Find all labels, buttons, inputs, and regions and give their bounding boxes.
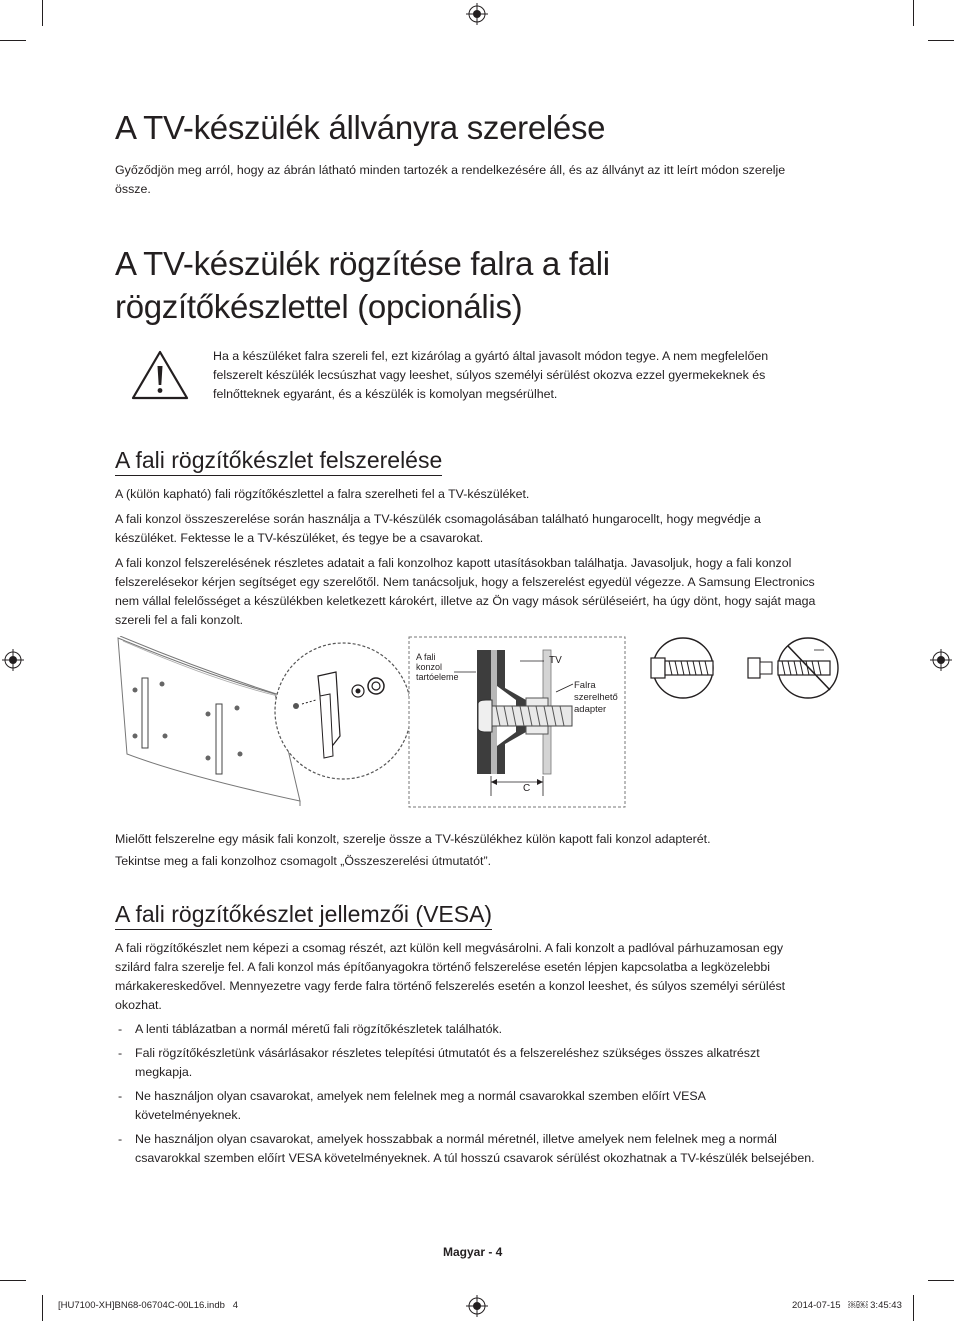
warning-text: Ha a készüléket falra szereli fel, ezt kizárólag a gyártó által javasolt módon tegye. A nem megfelelően felszerelt készülék lecsúszhat vagy leeshet, súlyos személyi sérülést okozva ezzel gyermekeknek és felnőtteknek egyaránt, és a készülék is komolyan megsérülhet. — [213, 349, 769, 401]
crop-mark — [42, 0, 43, 26]
kit-install-p3: A fali konzol felszerelésének részletes adatait a fali konzolhoz kapott utasításokban találhatja. Javasoljuk, hogy a fali konzol felszerelésekor kérjen segítséget egy szerelőtől. Nem tanácsoljuk, hogy a felszerelést egyedül végezze. A Samsung Electronics nem vállal felelősséget a készülékben keletkezett károkért, illetve az Ön vagy mások sérüléseiért, ha úgy dönt, hogy saját maga szereli fel a fali konzolt. — [115, 556, 816, 627]
vesa-intro: A fali rögzítőkészlet nem képezi a csomag részét, azt külön kell megvásárolni. A fali konzolt a padlóval párhuzamosan egy szilárd falra szerelje fel. A fali konzol más építőanyagokra történő felszerelése esetén lépjen kapcsolatba a legközelebbi márkakereskedővel. Mennyezetre vagy ferde falra történő felszerelés esetén a konzol leeshet, és súlyos személyi sérülést okozhat. — [115, 941, 786, 1012]
bullet-dash: - — [118, 1132, 123, 1146]
vesa-bullet-4: Ne használjon olyan csavarokat, amelyek hosszabbak a normál méretnél, illetve amelyek nem felelnek meg a normál csavarokkal szemben előírt VESA követelményeknek. A túl hosszú csavarok sérülést okozhatnak a TV-készülék belsejében. — [135, 1132, 815, 1165]
kit-install-p5: Tekintse meg a fali konzolhoz csomagolt „Összeszerelési útmutatót”. — [115, 854, 492, 868]
crop-mark — [0, 1280, 26, 1281]
bullet-dash: - — [118, 1022, 123, 1036]
registration-mark-icon — [466, 3, 488, 25]
crop-mark — [913, 0, 914, 26]
kit-install-p4: Mielőtt felszerelne egy másik fali konzolt, szerelje össze a TV-készülékhez külön kapott fali konzol adapterét. — [115, 832, 711, 846]
crop-mark — [42, 1295, 43, 1321]
footer-timestamp: 2014-07-15 ￼￼ 3:45:43 — [792, 1300, 902, 1311]
footer-file-info: [HU7100-XH]BN68-06704C-00L16.indb 4 — [58, 1300, 239, 1311]
section-title-stand: A TV-készülék állványra szerelése — [115, 109, 606, 146]
bullet-dash: - — [118, 1046, 123, 1060]
warning-triangle-icon — [130, 349, 190, 401]
crop-mark — [913, 1295, 914, 1321]
label-tv: TV — [549, 655, 562, 666]
kit-install-p2: A fali konzol összeszerelése során használja a TV-készülék csomagolásában található hungarocellt, hogy megvédje a készüléket. Fektesse le a TV-készüléket, és tegye be a csavarokat. — [115, 512, 761, 545]
label-dimension-c: C — [523, 783, 531, 794]
crop-mark — [928, 40, 954, 41]
page-number: Magyar - 4 — [443, 1245, 503, 1259]
vesa-bullet-2: Fali rögzítőkészletünk vásárlásakor részletes telepítési útmutatót és a felszereléshez szükséges összes alkatrészt megkapja. — [135, 1046, 760, 1079]
crop-mark — [0, 40, 26, 41]
label-bracket-holder: A fali konzol tartóeleme — [416, 652, 459, 682]
registration-mark-icon — [2, 649, 24, 671]
vesa-bullet-3: Ne használjon olyan csavarokat, amelyek nem felelnek meg a normál csavarokkal szemben előírt VESA követelményeknek. — [135, 1089, 706, 1122]
screw-incorrect-icon — [740, 636, 840, 700]
section-title-wall-mount-line1: A TV-készülék rögzítése falra a fali — [115, 245, 610, 282]
label-wall-adapter: Falra szerelhető adapter — [574, 680, 618, 715]
screw-correct-icon — [633, 636, 733, 700]
section-title-vesa: A fali rögzítőkészlet jellemzői (VESA) — [115, 900, 492, 930]
vesa-bullet-1: A lenti táblázatban a normál méretű fali rögzítőkészletek találhatók. — [135, 1022, 503, 1036]
bracket-zoom-callout — [268, 636, 418, 786]
stand-intro: Győződjön meg arról, hogy az ábrán látható minden tartozék a rendelkezésére áll, és az állványt az itt leírt módon szerelje össze. — [115, 163, 786, 196]
crop-mark — [928, 1280, 954, 1281]
registration-mark-icon — [466, 1295, 488, 1317]
bullet-dash: - — [118, 1089, 123, 1103]
section-title-wall-mount-line2: rögzítőkészlettel (opcionális) — [115, 288, 523, 325]
kit-install-p1: A (külön kapható) fali rögzítőkészlettel a falra szerelheti fel a TV-készüléket. — [115, 487, 530, 501]
section-title-kit-install: A fali rögzítőkészlet felszerelése — [115, 446, 442, 476]
registration-mark-icon — [930, 649, 952, 671]
